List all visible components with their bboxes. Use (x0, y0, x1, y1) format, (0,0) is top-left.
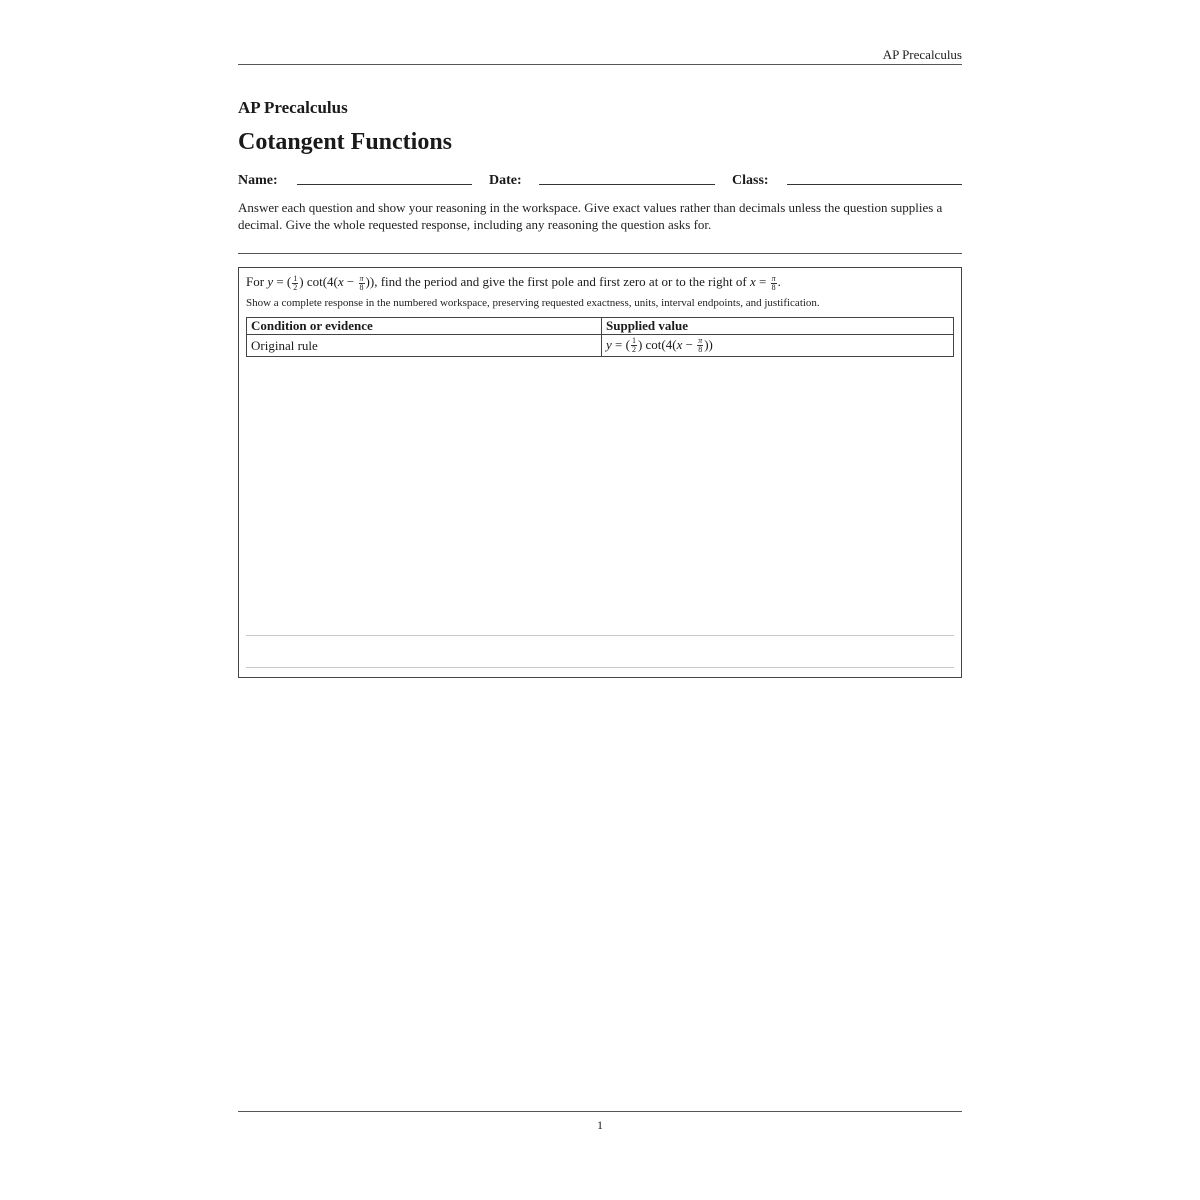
prompt-point: x = $\frac{\pi}{8}$ . (750, 273, 781, 292)
prompt-mid: , find the period and give the first pole and first zero at or to the right of (374, 274, 747, 289)
date-label: Date: (489, 173, 522, 188)
question-prompt (246, 274, 781, 292)
table-row (247, 335, 954, 357)
course-name: AP Precalculus (238, 98, 348, 117)
name-label: Name: (238, 173, 278, 188)
header-rule (238, 64, 962, 65)
class-field[interactable] (787, 184, 962, 185)
question-box (238, 267, 962, 678)
question-note: Show a complete response in the numbered workspace, preserving requested exactness, units, interval endpoints, and justification. (246, 297, 820, 309)
page-title: Cotangent Functions (238, 129, 453, 155)
prompt-equation: y = ( $\frac{1}{2}$ ) cot(4(x − $\frac{\pi}{8}$ )) (267, 273, 375, 292)
cell-value: y = ( $\frac{1}{2}$ ) cot(4(x − $\frac{\pi}{8}$ )) (602, 335, 954, 357)
footer-rule (238, 1111, 962, 1112)
running-head: AP Precalculus (882, 47, 962, 62)
workspace-line[interactable] (246, 635, 954, 636)
evidence-table (246, 317, 954, 357)
class-label: Class: (732, 173, 769, 188)
workspace-line[interactable] (246, 667, 954, 668)
student-fields (238, 172, 962, 192)
instructions: Answer each question and show your reasoning in the workspace. Give exact values rather than decimals unless the question supplies a decimal. Give the whole requested response, including any reasoning the question asks for. (238, 200, 943, 232)
page-number: 1 (597, 1118, 603, 1132)
date-field[interactable] (539, 184, 715, 185)
header-value: Supplied value (602, 318, 954, 335)
name-field[interactable] (297, 184, 472, 185)
header-condition: Condition or evidence (247, 318, 602, 335)
prompt-prefix: For (246, 274, 265, 289)
cell-condition: Original rule (247, 335, 602, 357)
table-header-row (247, 318, 954, 335)
section-rule (238, 253, 962, 254)
worksheet-page (238, 0, 962, 1200)
